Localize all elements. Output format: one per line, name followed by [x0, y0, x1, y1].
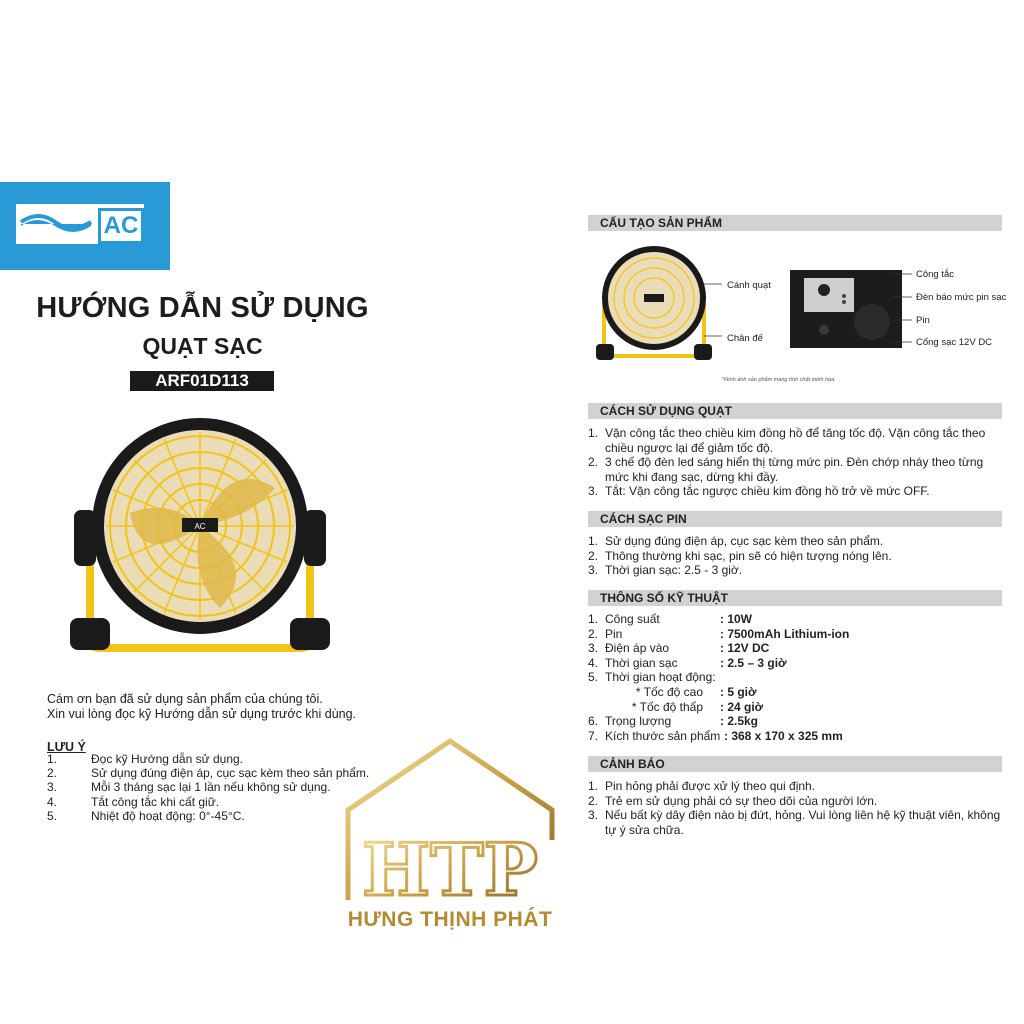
list-item	[588, 794, 1004, 809]
page-title: HƯỚNG DẪN SỬ DỤNG	[36, 292, 369, 324]
item-number: 4.	[47, 794, 58, 809]
item-text: Nếu bất kỳ dây điện nào bị đứt, hỏng. Vui lòng liên hệ kỹ thuật viên, không tự ý sửa chữa.	[605, 808, 1001, 837]
list-item	[588, 426, 1004, 455]
spec-number: 3.	[588, 641, 599, 656]
item-text: Đọc kỹ Hướng dẫn sử dụng.	[91, 752, 244, 766]
page-subtitle: QUẠT SẠC	[142, 333, 263, 359]
item-number: 3.	[588, 808, 599, 823]
item-text: 3 chế độ đèn led sáng hiển thị từng mức pin. Đèn chớp nháy theo từng mức khi đang sạc, dừng khi đầy.	[605, 455, 984, 484]
item-text: Thông thường khi sạc, pin sẽ có hiện tượng nóng lên.	[605, 548, 892, 563]
spec-number: 7.	[588, 728, 599, 743]
callout-battery: Pin	[916, 315, 930, 326]
list-item	[588, 455, 1004, 484]
list-item	[588, 484, 1004, 499]
spec-number: 5.	[588, 670, 599, 685]
list-item	[588, 534, 1004, 549]
logo-plate	[16, 204, 144, 244]
item-text: Sử dụng đúng điện áp, cục sạc kèm theo sản phẩm.	[91, 766, 370, 781]
spec-value: : 12V DC	[720, 641, 770, 656]
item-number: 2.	[588, 455, 599, 470]
spec-label: Điện áp vào	[605, 641, 670, 656]
spec-row	[588, 670, 1004, 685]
specs-table	[588, 612, 1004, 743]
spec-number: 2.	[588, 626, 599, 641]
item-number: 5.	[47, 808, 58, 823]
logo-text: AC	[98, 208, 144, 244]
spec-number: 6.	[588, 714, 599, 729]
section-header-charging: CÁCH SẠC PIN	[588, 511, 1002, 527]
callout-port: Cổng sạc 12V DC	[916, 337, 993, 348]
intro-line-2: Xin vui lòng đọc kỹ Hướng dẫn sử dụng trước khi dùng.	[47, 707, 357, 721]
watermark-name: HƯNG THỊNH PHÁT	[347, 908, 553, 931]
spec-value: : 7500mAh Lithium-ion	[720, 626, 850, 641]
spec-row	[588, 641, 1004, 656]
spec-label: Thời gian sạc	[605, 655, 678, 670]
model-number: ARF01D113	[130, 371, 274, 391]
section-header-specs: THÔNG SỐ KỸ THUẬT	[588, 590, 1002, 606]
list-item	[588, 563, 1004, 578]
item-text: Mỗi 3 tháng sạc lại 1 lần nếu không sử dụng.	[91, 780, 331, 795]
spec-label: * Tốc độ thấp	[631, 699, 703, 714]
intro-text	[47, 692, 447, 722]
watermark-letters: HTP	[362, 827, 538, 912]
spec-value: : 24 giờ	[720, 699, 764, 714]
charging-list	[588, 534, 1004, 578]
spec-row	[588, 612, 1004, 627]
spec-number	[588, 685, 605, 700]
spec-label: Kích thước sản phẩm	[605, 728, 721, 743]
spec-label: Công suất	[605, 612, 660, 626]
svg-text:AC: AC	[194, 522, 206, 531]
item-text: Nhiệt độ hoạt động: 0°-45°C.	[91, 808, 245, 823]
spec-label: Thời gian hoạt động:	[605, 670, 716, 685]
spec-value: : 10W	[720, 612, 753, 626]
spec-number: 4.	[588, 655, 599, 670]
brand-logo	[0, 182, 170, 270]
spec-row	[588, 685, 1004, 700]
item-number: 3.	[588, 563, 599, 578]
warning-list	[588, 779, 1004, 837]
spec-number: 1.	[588, 612, 599, 626]
section-header-warning: CẢNH BÁO	[588, 756, 1002, 772]
list-item	[588, 808, 1004, 837]
usage-list	[588, 426, 1004, 499]
item-text: Tắt: Vặn công tắc ngược chiều kim đồng hồ trở về mức OFF.	[605, 484, 930, 499]
item-number: 1.	[588, 426, 599, 440]
item-text: Trẻ em sử dụng phải có sự theo dõi của người lớn.	[605, 793, 878, 808]
list-item	[588, 779, 1004, 794]
item-text: Tắt công tắc khi cất giữ.	[91, 794, 220, 809]
spec-value: : 368 x 170 x 325 mm	[724, 728, 843, 743]
item-number: 2.	[47, 766, 58, 781]
spec-value: : 5 giờ	[720, 684, 757, 699]
item-number: 2.	[588, 548, 599, 563]
notes-heading: LƯU Ý	[47, 740, 86, 754]
structure-diagram	[592, 244, 1002, 389]
fan-product-image	[60, 418, 340, 668]
item-number: 2.	[588, 793, 599, 808]
item-number: 1.	[588, 779, 599, 793]
spec-row	[588, 627, 1004, 642]
wave-icon	[19, 208, 93, 240]
callout-battery-led: Đèn báo mức pin sạc	[916, 292, 1007, 303]
item-text: Vặn công tắc theo chiều kim đồng hồ để tăng tốc độ. Vặn công tắc theo chiều ngược lại để giảm tốc độ.	[605, 426, 986, 455]
spec-row	[588, 714, 1004, 729]
spec-row	[588, 656, 1004, 671]
item-text: Thời gian sạc: 2.5 - 3 giờ.	[605, 563, 743, 578]
item-text: Sử dụng đúng điện áp, cục sạc kèm theo sản phẩm.	[605, 534, 884, 548]
item-number: 1.	[47, 752, 58, 766]
section-header-usage: CÁCH SỬ DỤNG QUẠT	[588, 403, 1002, 419]
callout-blade: Cánh quạt	[727, 280, 771, 291]
spec-number	[588, 700, 605, 715]
callout-switch: Công tắc	[916, 269, 955, 280]
list-item	[588, 549, 1004, 564]
item-number: 1.	[588, 534, 599, 548]
section-header-structure: CẤU TẠO SẢN PHẨM	[588, 215, 1002, 231]
item-text: Pin hỏng phải được xử lý theo qui định.	[605, 779, 816, 793]
spec-row	[588, 729, 1004, 744]
htp-watermark-logo	[330, 735, 570, 935]
item-number: 3.	[47, 780, 58, 795]
spec-label: * Tốc độ cao	[635, 684, 703, 699]
intro-line-1: Cám ơn bạn đã sử dụng sản phẩm của chúng tôi.	[47, 692, 323, 706]
spec-value: : 2.5kg	[720, 714, 759, 729]
image-disclaimer: *Hình ảnh sản phẩm mang tính chất minh họa.	[722, 377, 836, 383]
item-number: 3.	[588, 484, 599, 499]
spec-value: : 2.5 – 3 giờ	[720, 655, 787, 670]
spec-label: Trọng lượng	[605, 714, 672, 729]
spec-row	[588, 700, 1004, 715]
spec-label: Pin	[605, 626, 623, 641]
callout-base: Chân đế	[727, 333, 763, 344]
